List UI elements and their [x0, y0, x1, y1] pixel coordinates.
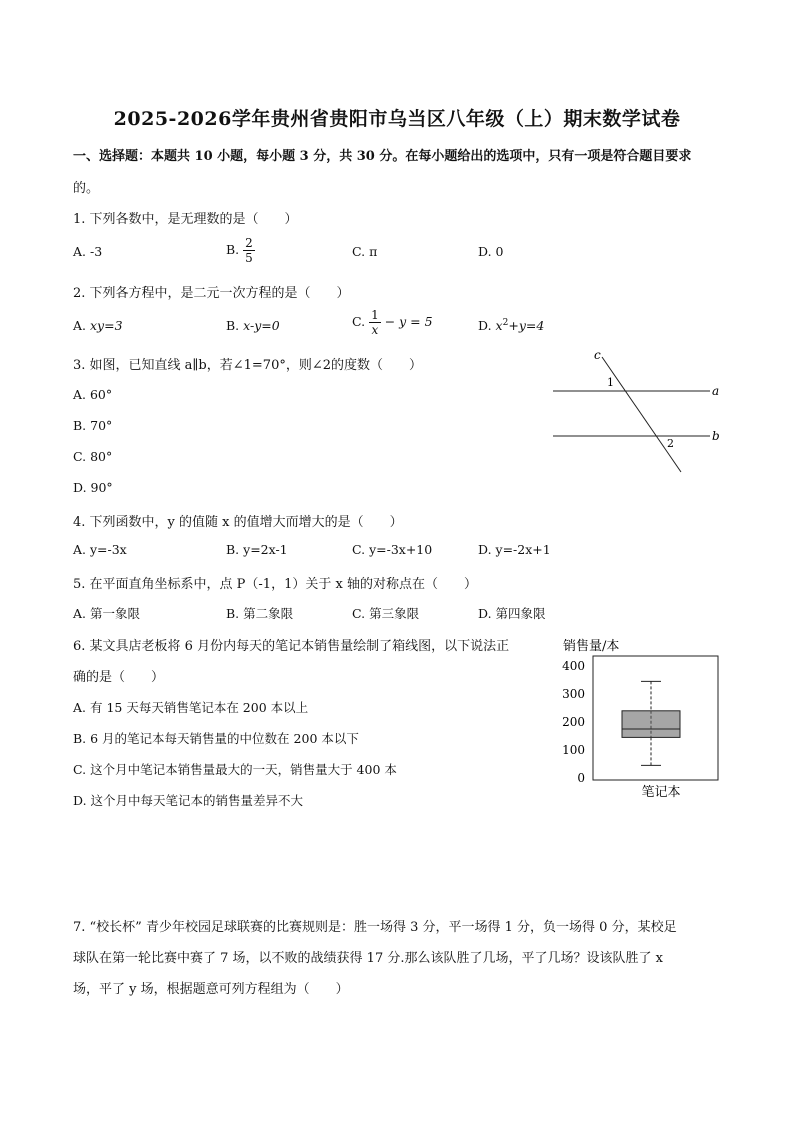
angle-1-label: 1: [607, 376, 614, 389]
label-b: b: [712, 429, 720, 443]
option-expression: x-y=0: [243, 318, 280, 333]
question-7-line3: 场，平了 y 场，根据题意可列方程组为（ ）: [73, 982, 349, 997]
question-2-option-a: [73, 318, 123, 333]
y-tick-label: 300: [562, 687, 585, 701]
fraction-numerator: 1: [371, 308, 379, 322]
question-6-option-d: D. 这个月中每天笔记本的销售量差异不大: [73, 793, 304, 808]
chart-y-label: 销售量/本: [563, 639, 620, 654]
parallel-lines-figure: [545, 345, 735, 480]
question-2-stem: 2. 下列各方程中，是二元一次方程的是（ ）: [73, 286, 350, 301]
option-expression-rest: +y=4: [508, 318, 545, 334]
question-4-option-b: B. y=2x-1: [226, 542, 288, 557]
question-2-option-d: [478, 318, 544, 333]
question-4-option-a: A. y=-3x: [73, 542, 127, 557]
chart-x-label: 笔记本: [641, 785, 681, 800]
box-plot-chart: [555, 630, 735, 805]
page-title: 2025-2026学年贵州省贵阳市乌当区八年级（上）期末数学试卷: [113, 108, 681, 130]
question-5-option-d: D. 第四象限: [478, 606, 546, 621]
fraction: [369, 308, 381, 337]
option-prefix: B.: [226, 318, 240, 333]
question-6-stem-line1: 6. 某文具店老板将 6 月份内每天的笔记本销售量绘制了箱线图，以下说法正: [73, 639, 510, 654]
question-1-option-b: [226, 236, 255, 265]
fraction-numerator: 2: [245, 236, 253, 250]
label-a: a: [712, 384, 720, 398]
question-3-option-c: C. 80°: [73, 449, 113, 464]
option-exponent: 2: [502, 318, 509, 328]
question-7-line2: 球队在第一轮比赛中赛了 7 场，以不败的战绩获得 17 分.那么该队胜了几场，平了几场？设该队胜了 x: [73, 951, 663, 966]
option-expression-x: x: [495, 318, 503, 334]
line-c: [602, 357, 681, 472]
question-5-option-b: B. 第二象限: [226, 606, 294, 621]
fraction-denominator: 5: [245, 251, 253, 265]
y-tick-label: 0: [577, 771, 585, 785]
option-prefix: A.: [73, 318, 87, 333]
question-1-option-b-prefix: B.: [226, 242, 240, 257]
question-1-stem: 1. 下列各数中，是无理数的是（ ）: [73, 212, 298, 227]
question-3-option-a: A. 60°: [73, 387, 113, 402]
question-1-option-a: A. -3: [73, 244, 103, 259]
y-tick-label: 400: [562, 659, 585, 673]
question-6-option-a: A. 有 15 天每天销售笔记本在 200 本以上: [73, 700, 309, 715]
question-5-option-a: A. 第一象限: [73, 606, 140, 621]
question-2-option-c: [352, 308, 433, 337]
y-tick-label: 200: [562, 715, 585, 729]
question-4-option-c: C. y=-3x+10: [352, 542, 433, 557]
y-tick-label: 100: [562, 743, 585, 757]
question-5-option-c: C. 第三象限: [352, 606, 420, 621]
question-5-stem: 5. 在平面直角坐标系中，点 P（-1，1）关于 x 轴的对称点在（ ）: [73, 577, 477, 592]
fraction: [243, 236, 255, 265]
fraction-denominator: x: [371, 323, 379, 337]
question-3-option-d: D. 90°: [73, 480, 113, 495]
question-3-stem: 3. 如图，已知直线 a∥b，若∠1=70°，则∠2的度数（ ）: [73, 358, 423, 373]
question-6-stem-line2: 确的是（ ）: [73, 670, 165, 685]
angle-2-label: 2: [667, 437, 674, 450]
question-1-option-c: C. π: [352, 244, 378, 259]
question-6-option-c: C. 这个月中笔记本销售量最大的一天，销售量大于 400 本: [73, 762, 397, 777]
section-instruction-line2: 的。: [73, 181, 100, 196]
question-4-option-d: D. y=-2x+1: [478, 542, 551, 557]
label-c: c: [594, 348, 601, 362]
section-instruction-line1: 一、选择题：本题共 10 小题，每小题 3 分，共 30 分。在每小题给出的选项中，只有一项是符合题目要求: [73, 149, 692, 164]
question-2-option-b: [226, 318, 280, 333]
question-1-option-d: D. 0: [478, 244, 504, 259]
question-4-stem: 4. 下列函数中，y 的值随 x 的值增大而增大的是（ ）: [73, 515, 403, 530]
option-expression: xy=3: [90, 318, 123, 333]
option-prefix: D.: [478, 318, 492, 334]
option-expression: − y = 5: [384, 314, 433, 329]
question-6-option-b: B. 6 月的笔记本每天销售量的中位数在 200 本以下: [73, 731, 359, 746]
option-prefix: C.: [352, 314, 366, 329]
question-3-option-b: B. 70°: [73, 418, 113, 433]
question-7-line1: 7. “校长杯” 青少年校园足球联赛的比赛规则是：胜一场得 3 分，平一场得 1 分，负一场得 0 分，某校足: [73, 920, 677, 935]
